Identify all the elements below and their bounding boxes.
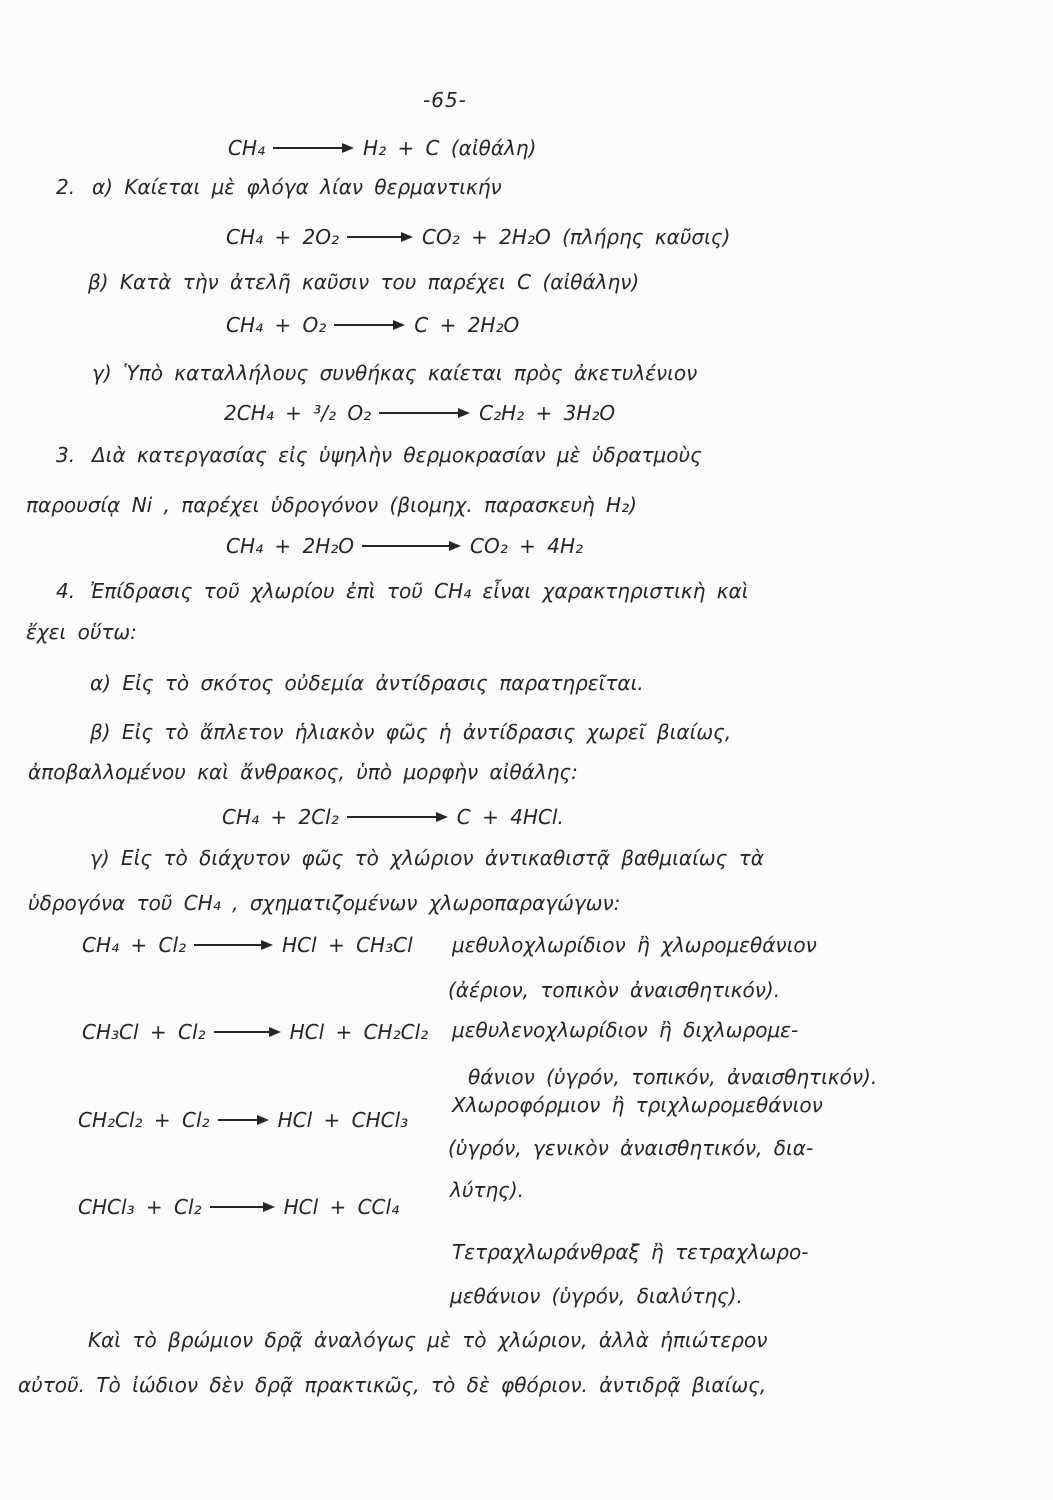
equation-lhs: CH₄ bbox=[228, 136, 266, 160]
equation-2 bbox=[226, 222, 730, 252]
equation-lhs: 2CH₄ + ³/₂ O₂ bbox=[224, 401, 372, 425]
section-4-line-2: ἔχει οὕτω: bbox=[26, 620, 137, 644]
section-4-b-line-1: β) Εἰς τὸ ἄπλετον ἡλιακὸν φῶς ἡ ἀντίδρασις χωρεῖ βιαίως, bbox=[90, 720, 732, 744]
product-3-line-3: λύτης). bbox=[450, 1178, 525, 1202]
section-4-c-line-2: ὑδρογόνα τοῦ CH₄ , σχηματιζομένων χλωροπαραγώγων: bbox=[28, 891, 621, 915]
arrow-icon bbox=[379, 412, 459, 414]
section-3-number: 3. bbox=[56, 443, 76, 467]
equation-lhs: CH₄ + 2Cl₂ bbox=[222, 805, 339, 829]
section-2-c: γ) Ὑπὸ καταλλήλους συνθήκας καίεται πρὸς ἀκετυλένιον bbox=[92, 361, 698, 385]
product-2-line-1: μεθυλενοχλωρίδιον ἢ διχλωρομε- bbox=[452, 1018, 799, 1042]
equation-3 bbox=[226, 310, 519, 340]
product-1-line-1: μεθυλοχλωρίδιον ἢ χλωρομεθάνιον bbox=[452, 933, 817, 957]
equation-rhs: C + 4HCl. bbox=[456, 805, 564, 829]
section-2-b: β) Κατὰ τὴν ἀτελῆ καῦσιν του παρέχει C (αἰθάλην) bbox=[88, 270, 640, 294]
page-number: -65- bbox=[423, 88, 467, 112]
section-2-a: α) Καίεται μὲ φλόγα λίαν θερμαντικήν bbox=[92, 175, 502, 199]
equation-6 bbox=[222, 802, 564, 832]
closing-line-1: Καὶ τὸ βρώμιον δρᾷ ἀναλόγως μὲ τὸ χλώριον, ἀλλὰ ἠπιώτερον bbox=[88, 1328, 768, 1352]
product-1-line-2: (ἀέριον, τοπικὸν ἀναισθητικόν). bbox=[448, 978, 781, 1002]
arrow-icon bbox=[214, 1031, 270, 1033]
product-4-line-1: Τετραχλωράνθραξ ἢ τετραχλωρο- bbox=[452, 1240, 809, 1264]
equation-lhs: CH₄ + 2O₂ bbox=[226, 225, 339, 249]
section-3-line-1: Διὰ κατεργασίας εἰς ὑψηλὴν θερμοκρασίαν μὲ ὑδρατμοὺς bbox=[92, 443, 702, 467]
equation-rhs: C + 2H₂O bbox=[414, 313, 520, 337]
arrow-icon bbox=[362, 545, 450, 547]
equation-lhs: CH₄ + Cl₂ bbox=[82, 933, 187, 957]
equation-rhs: CO₂ + 4H₂ bbox=[470, 534, 584, 558]
arrow-icon bbox=[194, 944, 262, 946]
section-4-b-line-2: ἀποβαλλομένου καὶ ἄνθρακος, ὑπὸ μορφὴν αἰθάλης: bbox=[28, 760, 578, 784]
equation-rhs: C₂H₂ + 3H₂O bbox=[479, 401, 616, 425]
equation-lhs: CH₄ + 2H₂O bbox=[226, 534, 355, 558]
arrow-icon bbox=[347, 236, 402, 238]
equation-5 bbox=[226, 531, 583, 561]
equation-4 bbox=[224, 398, 615, 428]
section-4-c-line-1: γ) Εἰς τὸ διάχυτον φῶς τὸ χλώριον ἀντικαθιστᾷ βαθμιαίως τὰ bbox=[90, 846, 764, 870]
section-2-number: 2. bbox=[56, 175, 76, 199]
section-3-line-2: παρουσίᾳ Ni , παρέχει ὑδρογόνον (βιομηχ. παρασκευὴ H₂) bbox=[26, 493, 637, 517]
equation-10 bbox=[78, 1192, 399, 1222]
equation-rhs: HCl + CHCl₃ bbox=[277, 1108, 409, 1132]
equation-lhs: CH₄ + O₂ bbox=[226, 313, 327, 337]
arrow-icon bbox=[347, 816, 437, 818]
arrow-icon bbox=[210, 1206, 264, 1208]
equation-rhs: HCl + CH₃Cl bbox=[282, 933, 413, 957]
equation-7 bbox=[82, 930, 413, 960]
equation-lhs: CH₂Cl₂ + Cl₂ bbox=[78, 1108, 210, 1132]
section-4-line-1: Ἐπίδρασις τοῦ χλωρίου ἐπὶ τοῦ CH₄ εἶναι χαρακτηριστικὴ καὶ bbox=[90, 579, 749, 603]
equation-rhs: H₂ + C (αἰθάλη) bbox=[363, 136, 537, 160]
equation-rhs: HCl + CH₂Cl₂ bbox=[289, 1020, 429, 1044]
equation-8 bbox=[82, 1017, 428, 1047]
equation-rhs: HCl + CCl₄ bbox=[283, 1195, 400, 1219]
equation-9 bbox=[78, 1105, 408, 1135]
arrow-icon bbox=[334, 324, 394, 326]
closing-line-2: αὐτοῦ. Τὸ ἰώδιον δὲν δρᾷ πρακτικῶς, τὸ δὲ φθόριον. ἀντιδρᾷ βιαίως, bbox=[18, 1373, 767, 1397]
equation-lhs: CH₃Cl + Cl₂ bbox=[82, 1020, 206, 1044]
product-3-line-1: Χλωροφόρμιον ἢ τριχλωρομεθάνιον bbox=[452, 1093, 823, 1117]
section-4-number: 4. bbox=[56, 579, 76, 603]
arrow-icon bbox=[273, 147, 343, 149]
arrow-icon bbox=[218, 1119, 258, 1121]
product-4-line-2: μεθάνιον (ὑγρόν, διαλύτης). bbox=[450, 1284, 743, 1308]
product-2-line-2: θάνιον (ὑγρόν, τοπικόν, ἀναισθητικόν). bbox=[468, 1065, 878, 1089]
section-4-a: α) Εἰς τὸ σκότος οὐδεμία ἀντίδρασις παρατηρεῖται. bbox=[90, 671, 644, 695]
equation-1 bbox=[228, 133, 536, 163]
equation-rhs: CO₂ + 2H₂O (πλήρης καῦσις) bbox=[421, 225, 731, 249]
equation-lhs: CHCl₃ + Cl₂ bbox=[78, 1195, 202, 1219]
product-3-line-2: (ὑγρόν, γενικὸν ἀναισθητικόν, δια- bbox=[448, 1136, 814, 1160]
